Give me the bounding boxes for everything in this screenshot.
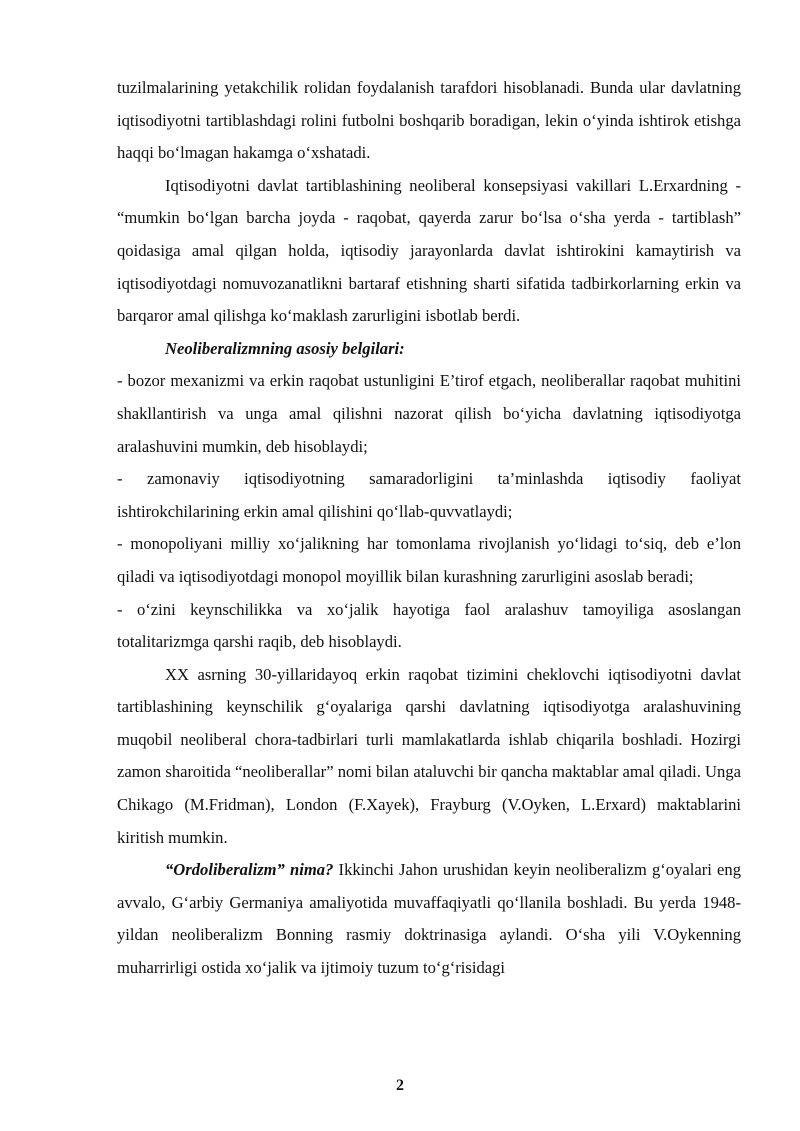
- section-heading: Neoliberalizmning asosiy belgilari:: [165, 338, 405, 358]
- paragraph-lead-question: “Ordoliberalizm” nima?: [165, 860, 334, 880]
- list-item: - monopoliyani milliy xo‘jalikning har tomonlama rivojlanish yo‘lidagi to‘siq, deb e’lon qiladi va iqtisodiyotdagi monopol moyillik bilan kurashning zarurligini asoslab beradi;: [117, 534, 741, 586]
- page-number: 2: [396, 1077, 404, 1094]
- paragraph-text: Ikkinchi Jahon urushidan keyin neoliberalizm g‘oyalari eng avvalo, G‘arbiy Germaniya amaliyotida muvaffaqiyatli qo‘llanila boshladi. Bu yerda 1948-yildan neoliberalizm Bonning rasmiy doktrinasiga aylandi. O‘sha yili V.Oykenning muharrirligi ostida xo‘jalik va ijtimoiy tuzum to‘g‘risidagi: [117, 860, 741, 978]
- document-body: [117, 72, 741, 985]
- list-item: - o‘zini keynschilikka va xo‘jalik hayotiga faol aralashuv tamoyiliga asoslangan totalitarizmga qarshi raqib, deb hisoblaydi.: [117, 599, 741, 652]
- list-item: - zamonaviy iqtisodiyotning samaradorligini ta’minlashda iqtisodiy faoliyat ishtirokchilarining erkin amal qilishini qo‘llab-quvvatlaydi;: [117, 469, 741, 521]
- paragraph-schools: XX asrning 30-yillaridayoq erkin raqobat tizimini cheklovchi iqtisodiyotni davlat tartiblashining keynschilik g‘oyalariga qarshi davlatning iqtisodiyotga aralashuvining muqobil neoliberal chora-tadbirlari turli mamlakatlarda ishlab chiqarila boshladi. Hozirgi zamon sharoitida “neoliberallar” nomi bilan ataluvchi bir qancha maktablar amal qiladi. Unga Chikago (M.Fridman), London (F.Xayek), Frayburg (V.Oyken, L.Erxard) maktablarini kiritish mumkin.: [117, 664, 741, 847]
- paragraph-continuation: tuzilmalarining yetakchilik rolidan foydalanish tarafdori hisoblanadi. Bunda ular davlatning iqtisodiyotni tartiblashdagi rolini futbolni boshqarib boradigan, lekin o‘yinda ishtirok etishga haqqi bo‘lmagan hakamga o‘xshatadi.: [117, 78, 741, 163]
- paragraph-erxard: Iqtisodiyotni davlat tartiblashining neoliberal konsepsiyasi vakillari L.Erxardning - “mumkin bo‘lgan barcha joyda - raqobat, qayerda zarur bo‘lsa o‘sha yerda - tartiblash” qoidasiga amal qilgan holda, iqtisodiy jarayonlarda davlat ishtirokini kamaytirish va iqtisodiyotdagi nomuvozanatlikni bartaraf etishning sharti sifatida tadbirkorlarning erkin va barqaror amal qilishga ko‘maklash zarurligini isbotlab berdi.: [117, 175, 741, 326]
- list-item: - bozor mexanizmi va erkin raqobat ustunligini E’tirof etgach, neoliberallar raqobat muhitini shakllantirish va unga amal qilishni nazorat qilish bo‘yicha davlatning iqtisodiyotga aralashuvini mumkin, deb hisoblaydi;: [117, 371, 741, 456]
- paragraph-ordoliberalism: [117, 854, 741, 984]
